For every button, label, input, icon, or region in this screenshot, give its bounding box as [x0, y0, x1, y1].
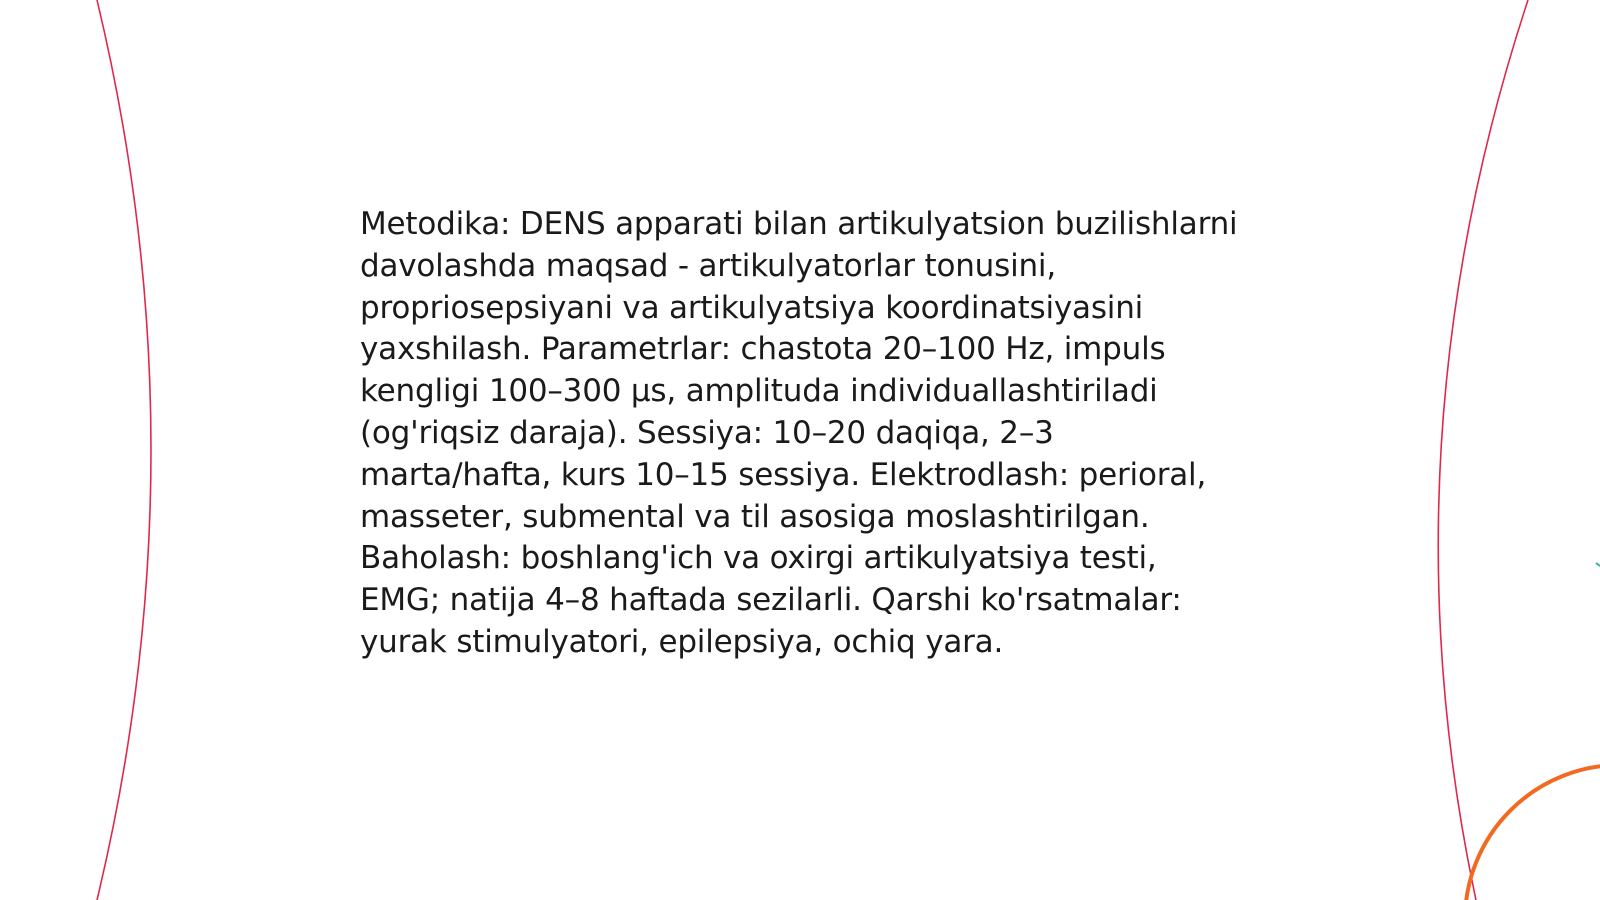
slide-body-text: Metodika: DENS apparati bilan artikulyatsion buzilishlarni davolashda maqsad - artikulyatorlar tonusini, propriosepsiyani va artikulyatsiya koordinatsiyasini yaxshilash. Parametrlar: chastota 20–100 Hz, impuls kengligi 100–300 µs, amplituda individuallashtiriladi (og'riqsiz daraja). Sessiya: 10–20 daqiqa, 2–3 marta/hafta, kurs 10–15 sessiya. Elektrodlash: perioral, masseter, submental va til asosiga moslashtirilgan. Baholash: boshlang'ich va oxirgi artikulyatsiya testi, EMG; natija 4–8 haftada sezilarli. Qarshi ko'rsatmalar: yurak stimulyatori, epilepsiya, ochiq yara.: [360, 206, 1238, 660]
orange-circle-outline: [1465, 765, 1600, 900]
left-curve-line: [97, 0, 151, 900]
right-curve-line: [1438, 0, 1528, 900]
teal-tick-mark: [1596, 563, 1600, 566]
